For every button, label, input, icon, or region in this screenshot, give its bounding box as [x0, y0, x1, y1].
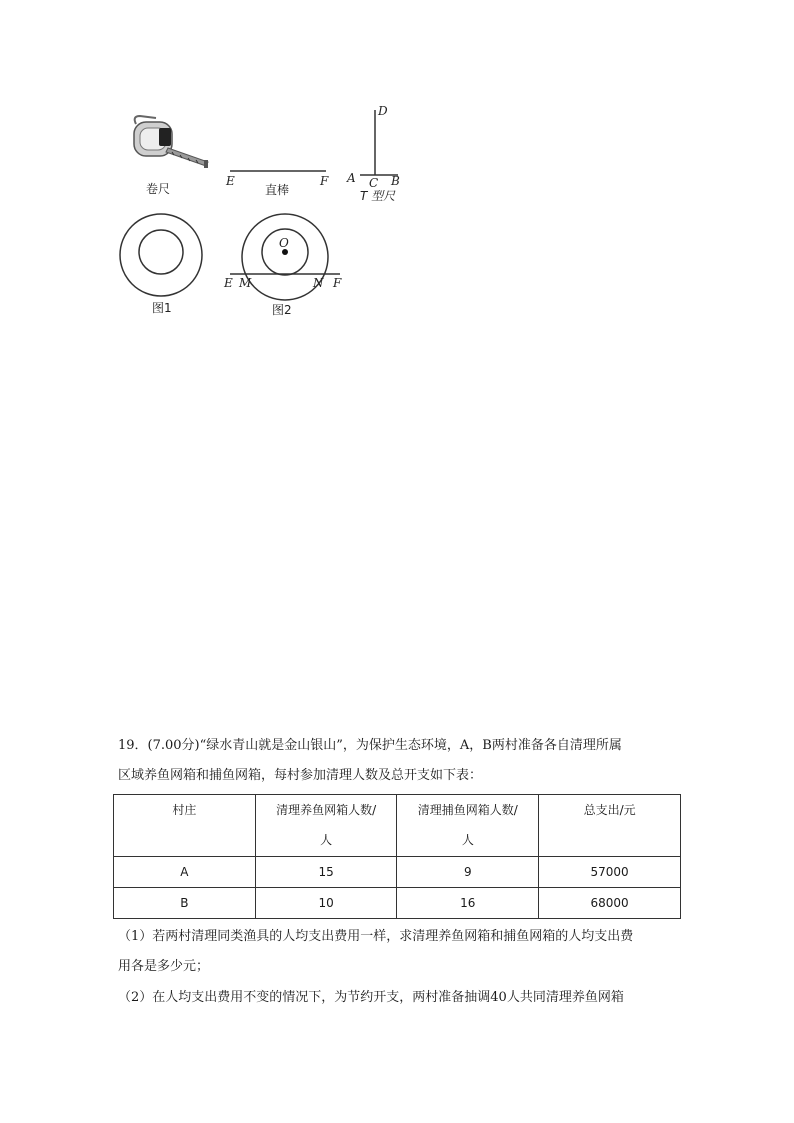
- figure-2-point-f: F: [333, 276, 342, 290]
- table-row: [114, 857, 681, 888]
- header-cell-total-cost: 总支出/元: [539, 795, 681, 857]
- rod-point-left: E: [226, 174, 235, 188]
- subquestion-1-line-1: （1）若两村清理同类渔具的人均支出费用一样，求清理养鱼网箱和捕鱼网箱的人均支出费: [118, 929, 634, 944]
- table-cell: 68000: [539, 888, 681, 919]
- figure-1-label: 图1: [152, 301, 172, 315]
- question-19-line-2: 区域养鱼网箱和捕鱼网箱，每村参加清理人数及总开支如下表：: [118, 768, 483, 783]
- table-cell: 57000: [539, 857, 681, 888]
- rod-label: 直棒: [265, 183, 290, 197]
- question-19-line-1: 19．(7.00分)“绿水青山就是金山银山”，为保护生态环境，A，B两村准备各自清理所属: [118, 738, 622, 753]
- figure-2-point-n: N: [313, 276, 324, 290]
- t-point-c: C: [369, 176, 379, 190]
- header-cell-fishing-cage: 清理捕鱼网箱人数/ 人: [397, 795, 539, 857]
- header-cell-village: 村庄: [114, 795, 256, 857]
- table-cell: 10: [255, 888, 397, 919]
- table-header-row: [114, 795, 681, 857]
- table-row: [114, 888, 681, 919]
- table-cell: 15: [255, 857, 397, 888]
- subquestion-2-line-1: （2）在人均支出费用不变的情况下，为节约开支，两村准备抽调40人共同清理养鱼网箱: [118, 990, 624, 1005]
- rod-point-right: F: [320, 174, 329, 188]
- tape-label: 卷尺: [146, 182, 171, 196]
- t-square: [360, 108, 410, 178]
- figure-2-center: O: [279, 236, 289, 250]
- t-point-top: D: [378, 104, 388, 118]
- tape-measure-icon: [126, 112, 216, 176]
- table-cell: 16: [397, 888, 539, 919]
- data-table: [113, 794, 681, 919]
- straight-rod: [228, 166, 328, 176]
- figure-1-circles: [118, 212, 204, 298]
- header-cell-fish-farm-cage: 清理养鱼网箱人数/ 人: [255, 795, 397, 857]
- subquestion-1-line-2: 用各是多少元；: [118, 959, 210, 974]
- table-cell: 9: [397, 857, 539, 888]
- t-point-b: B: [391, 174, 400, 188]
- figure-2-point-e: E: [224, 276, 233, 290]
- table-cell: B: [114, 888, 256, 919]
- figure-2-point-m: M: [239, 276, 252, 290]
- table-cell: A: [114, 857, 256, 888]
- t-label: T 型尺: [360, 189, 396, 203]
- figure-2-label: 图2: [272, 303, 292, 317]
- t-point-a: A: [347, 171, 356, 185]
